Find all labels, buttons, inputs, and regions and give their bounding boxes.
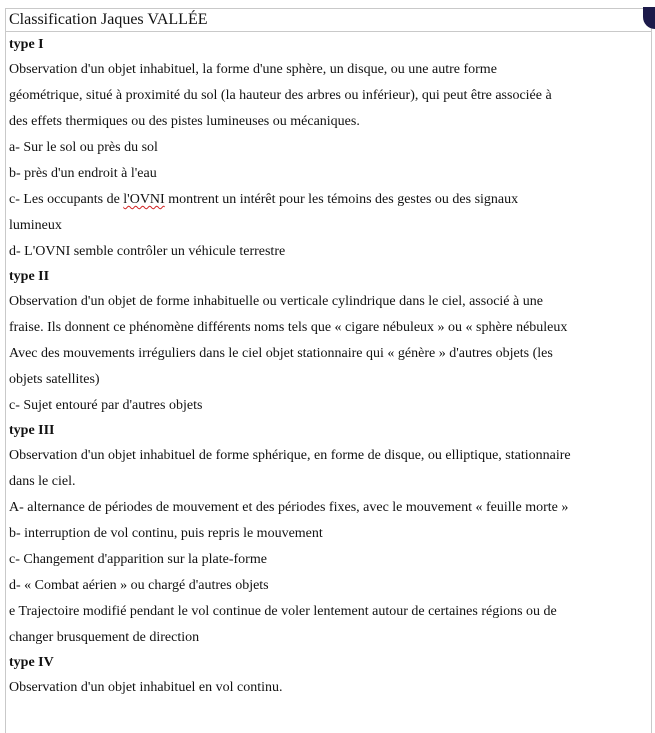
list-item: d- « Combat aérien » ou chargé d'autres objets: [9, 578, 269, 593]
text-line: Avec des mouvements irréguliers dans le ciel objet stationnaire qui « génère » d'autres objets (les: [9, 346, 553, 361]
text-line: géométrique, situé à proximité du sol (la hauteur des arbres ou inférieur), qui peut être associée à: [9, 88, 552, 103]
classification-table: [5, 8, 652, 733]
list-item: c- Changement d'apparition sur la plate-forme: [9, 552, 267, 567]
text-line: objets satellites): [9, 372, 100, 387]
text-line: Observation d'un objet inhabituel, la forme d'une sphère, un disque, ou une autre forme: [9, 62, 497, 77]
section-heading-type-4: type IV: [9, 655, 54, 670]
table-body-cell[interactable]: [6, 32, 651, 733]
section-heading-type-1: type I: [9, 37, 44, 52]
text-line: lumineux: [9, 218, 62, 233]
list-item: [9, 187, 651, 213]
list-item: a- Sur le sol ou près du sol: [9, 140, 158, 155]
text-fragment: montrent un intérêt pour les témoins des gestes ou des signaux: [164, 192, 519, 207]
list-item: e Trajectoire modifié pendant le vol continue de voler lentement autour de certaines régions ou de: [9, 604, 557, 619]
text-fragment: c- Les occupants de: [9, 192, 124, 207]
text-line: fraise. Ils donnent ce phénomène différents noms tels que « cigare nébuleux » ou « sphère nébuleux: [9, 320, 568, 335]
section-heading-type-2: type II: [9, 269, 50, 284]
list-item: c- Sujet entouré par d'autres objets: [9, 398, 203, 413]
list-item: b- près d'un endroit à l'eau: [9, 166, 157, 181]
text-line: Observation d'un objet inhabituel de forme sphérique, en forme de disque, ou elliptique, stationnaire: [9, 448, 571, 463]
section-heading-type-3: type III: [9, 423, 55, 438]
text-line: changer brusquement de direction: [9, 630, 200, 645]
text-line: Observation d'un objet inhabituel en vol continu.: [9, 680, 283, 695]
text-line: des effets thermiques ou des pistes lumineuses ou mécaniques.: [9, 114, 360, 129]
table-header-cell[interactable]: [6, 9, 651, 32]
list-item: b- interruption de vol continu, puis repris le mouvement: [9, 526, 323, 541]
list-item: A- alternance de périodes de mouvement et des périodes fixes, avec le mouvement « feuille morte »: [9, 500, 569, 515]
spellcheck-flagged-word[interactable]: l'OVNI: [123, 192, 165, 207]
list-item: d- L'OVNI semble contrôler un véhicule terrestre: [9, 244, 286, 259]
document-title: Classification Jaques VALLÉE: [9, 11, 208, 28]
text-line: Observation d'un objet de forme inhabituelle ou verticale cylindrique dans le ciel, associé à une: [9, 294, 543, 309]
text-line: dans le ciel.: [9, 474, 76, 489]
